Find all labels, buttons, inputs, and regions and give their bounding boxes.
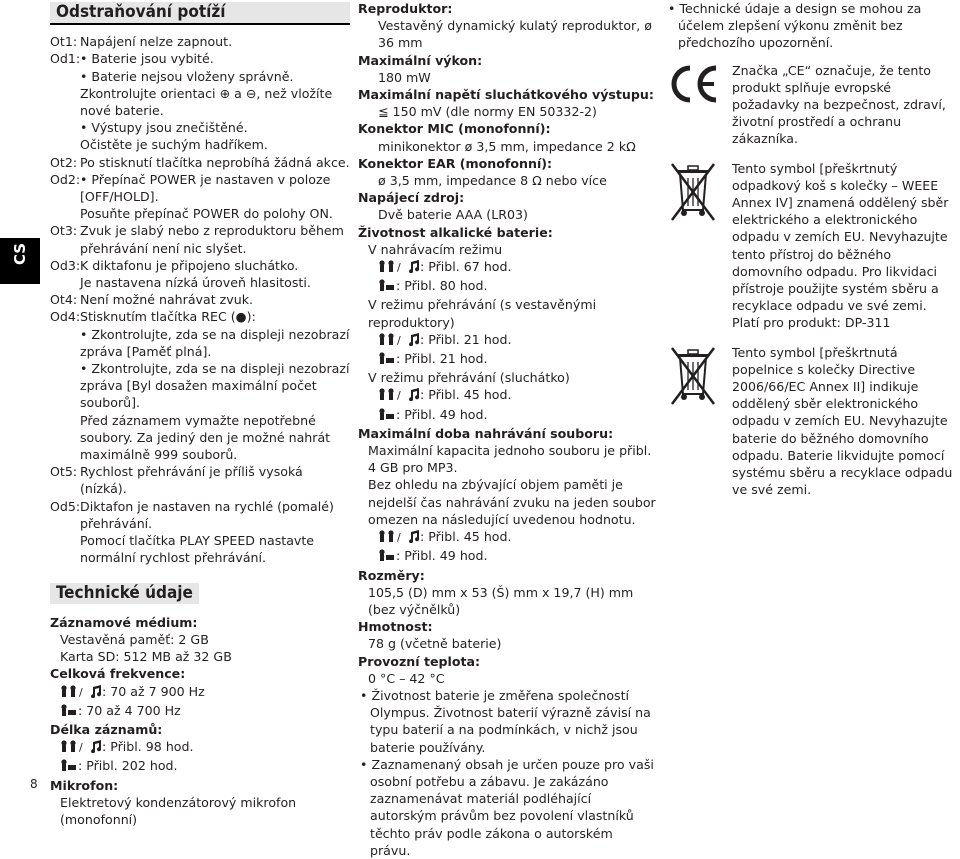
page-number: 8 xyxy=(30,777,38,791)
troubleshooting-row xyxy=(50,154,350,171)
mode-conf-icon xyxy=(378,408,396,425)
weee-block xyxy=(666,160,960,332)
design-change-note: • Technické údaje a design se mohou za účelem zlepšení výkonu změnit bez předchozího upozornění. xyxy=(668,1,922,51)
media-internal: Vestavěná paměť: 2 GB xyxy=(60,631,209,647)
troubleshooting-text: Před záznamem vymažte nepotřebné soubory. Za jediný den je možné nahrát maximálně 999 souborů. xyxy=(80,412,331,463)
note-bullet-1-text: Životnost baterie je změřena společností Olympus. Životnost baterií výrazně závisí na typu baterií a na podmínkách, v nichž jsou baterie používány. xyxy=(370,687,651,755)
troubleshooting-label: Od3: xyxy=(50,257,81,273)
mic-jack-heading: Konektor MIC (monofonní): xyxy=(358,121,551,137)
ce-block xyxy=(666,62,960,148)
speaker-text: Vestavěný dynamický kulatý reproduktor, ø 36 mm xyxy=(378,18,652,51)
mode-st-icon xyxy=(60,740,90,757)
svg-text:/: / xyxy=(397,531,401,544)
language-code: CS xyxy=(11,242,29,266)
weee-bin-icon xyxy=(666,160,720,226)
bat-rec-row-2 xyxy=(358,277,656,296)
troubleshooting-text: Zkontrolujte orientaci ⊕ a ⊖, než vložíte nové baterie. xyxy=(80,85,333,119)
troubleshooting-text: • Baterie jsou vybité. xyxy=(80,51,214,67)
dims-text: 105,5 (D) mm x 53 (Š) mm x 19,7 (H) mm (bez výčnělků) xyxy=(368,584,634,617)
mode-conf-icon xyxy=(378,352,396,369)
freq-row-1 xyxy=(50,683,350,702)
rec-value-1: : Přibl. 98 hod. xyxy=(102,739,194,755)
troubleshooting-text: Napájení nelze zapnout. xyxy=(80,34,233,50)
troubleshooting-text: Očistěte je suchým hadříkem. xyxy=(80,137,268,153)
music-note-icon xyxy=(408,260,420,277)
mode-conf-icon xyxy=(60,759,78,776)
troubleshooting-text: Posuňte přepínač POWER do polohy ON. xyxy=(80,206,333,222)
mode-st-icon xyxy=(378,530,408,547)
bat-rec-value-1: : Přibl. 67 hod. xyxy=(420,259,512,275)
troubleshooting-heading: Odstraňování potíží xyxy=(50,2,350,25)
speaker-heading: Reproduktor: xyxy=(358,1,453,16)
weee-model: Platí pro produkt: DP-311 xyxy=(732,315,891,331)
troubleshooting-row xyxy=(50,532,350,566)
bat-spk-row-1 xyxy=(358,331,656,350)
troubleshooting-label xyxy=(50,532,80,566)
troubleshooting-text: Po stisknutí tlačítka neprobíhá žádná akce. xyxy=(80,154,350,170)
mode-conf-icon xyxy=(378,279,396,296)
bat-ear-row-1 xyxy=(358,386,656,405)
troubleshooting-row xyxy=(50,33,350,50)
note-bullet-2: • Zaznamenaný obsah je určen pouze pro vaši osobní potřebu a zábavu. Je zakázáno zaznamenávat materiál podléhající autorským právům bez povolení vlastníků těchto práv podle zákona o autorském právu. xyxy=(360,756,654,858)
maxvolt-heading: Maximální napětí sluchátkového výstupu: xyxy=(358,87,654,103)
rec-heading: Délka záznamů: xyxy=(50,721,163,737)
mode-conf-icon xyxy=(378,549,396,566)
troubleshooting-row xyxy=(50,257,350,274)
freq-row-2 xyxy=(50,702,350,721)
troubleshooting-row xyxy=(50,68,350,85)
troubleshooting-label xyxy=(50,326,80,360)
rec-value-2: : Přibl. 202 hod. xyxy=(78,758,178,774)
battery-disposal-block xyxy=(666,344,960,499)
column-3 xyxy=(666,0,960,510)
troubleshooting-label: Ot5: xyxy=(50,464,78,480)
troubleshooting-label xyxy=(50,68,80,85)
ce-text: Značka „CE“ označuje, že tento produkt splňuje evropské požadavky na bezpečnost, zdraví, životní prostředí a ochranu zákazníka. xyxy=(732,62,946,147)
troubleshooting-label: Ot3: xyxy=(50,223,78,239)
language-tab xyxy=(0,238,40,284)
troubleshooting-label: Ot4: xyxy=(50,292,78,308)
maxfile-heading: Maximální doba nahrávání souboru: xyxy=(358,425,614,441)
weight-text: 78 g (včetně baterie) xyxy=(368,636,502,652)
maxvolt-text: ≦ 150 mV (dle normy EN 50332-2) xyxy=(378,104,597,120)
maxfile-text-2: Bez ohledu na zbývající objem paměti je nejdelší čas nahrávání zvuku na jeden soubor omezen na následující uvedenou hodnotu. xyxy=(368,477,656,527)
bat-spk-label: V režimu přehrávání (s vestavěnými reproduktory) xyxy=(368,297,597,330)
troubleshooting-text: Stisknutím tlačítka REC (●): xyxy=(80,309,256,325)
music-note-icon xyxy=(90,685,102,702)
design-change-text: Technické údaje a design se mohou za účelem zlepšení výkonu změnit bez předchozího upozornění. xyxy=(678,1,922,51)
column-2 xyxy=(358,0,656,859)
battery-disposal-text: Tento symbol [přeškrtnutá popelnice s kolečky Directive 2006/66/EC Annex II] indikuje oddělený sběr elektronického odpadu v zemích EU. Nevyhazujte baterie do běžného domovního odpadu. Baterie likvidujte pomocí systému sběru a recyklace odpadu ve své zemi. xyxy=(732,344,953,498)
troubleshooting-text: • Zkontrolujte, zda se na displeji nezobrazí zpráva [Paměť plná]. xyxy=(80,326,350,359)
troubleshooting-row xyxy=(50,291,350,308)
troubleshooting-row xyxy=(50,326,350,360)
music-note-icon xyxy=(90,740,102,757)
mode-st-icon xyxy=(60,685,90,702)
troubleshooting-row xyxy=(50,412,350,464)
troubleshooting-row xyxy=(50,222,350,256)
troubleshooting-row xyxy=(50,308,350,325)
maxpow-text: 180 mW xyxy=(378,69,431,85)
weight-heading: Hmotnost: xyxy=(358,619,433,635)
mic-text: Elektretový kondenzátorový mikrofon (monofonní) xyxy=(60,794,297,827)
troubleshooting-text: Rychlost přehrávání je příliš vysoká (nízká). xyxy=(80,464,303,497)
mode-conf-icon xyxy=(60,704,78,721)
troubleshooting-row xyxy=(50,205,350,222)
troubleshooting-label xyxy=(50,274,80,291)
power-text: Dvě baterie AAA (LR03) xyxy=(378,207,528,223)
troubleshooting-row xyxy=(50,50,350,67)
music-note-icon xyxy=(408,530,420,547)
maxpow-heading: Maximální výkon: xyxy=(358,52,483,68)
specs-heading: Technické údaje xyxy=(50,583,199,604)
dims-heading: Rozměry: xyxy=(358,567,425,583)
svg-text:/: / xyxy=(79,685,83,698)
troubleshooting-label: Od5: xyxy=(50,498,81,514)
troubleshooting-text: Je nastavena nízká úroveň hlasitosti. xyxy=(80,275,311,291)
temp-heading: Provozní teplota: xyxy=(358,653,481,669)
ce-mark-icon xyxy=(666,62,722,106)
troubleshooting-label: Ot1: xyxy=(50,34,78,50)
ear-jack-text: ø 3,5 mm, impedance 8 Ω nebo více xyxy=(378,173,607,189)
maxfile-text-1: Maximální kapacita jednoho souboru je přibl. 4 GB pro MP3. xyxy=(368,443,652,476)
ear-jack-heading: Konektor EAR (monofonní): xyxy=(358,155,553,171)
battery-bin-icon xyxy=(666,344,720,410)
bat-rec-value-2: : Přibl. 80 hod. xyxy=(396,278,488,294)
maxfile-value-2: : Přibl. 49 hod. xyxy=(396,548,488,564)
note-bullet-2-text: Zaznamenaný obsah je určen pouze pro vaši osobní potřebu a zábavu. Je zakázáno zaznamenávat materiál podléhající autorským právům bez povolení vlastníků těchto práv podle zákona o autorském právu. xyxy=(370,756,654,858)
maxfile-row-2 xyxy=(358,547,656,566)
mode-st-icon xyxy=(378,388,408,405)
troubleshooting-label xyxy=(50,360,80,412)
troubleshooting-label: Od2: xyxy=(50,171,81,187)
mic-jack-text: minikonektor ø 3,5 mm, impedance 2 kΩ xyxy=(378,138,636,154)
troubleshooting-label: Ot2: xyxy=(50,154,78,170)
maxfile-row-1 xyxy=(358,528,656,547)
troubleshooting-row xyxy=(50,360,350,412)
troubleshooting-row xyxy=(50,274,350,291)
mic-heading: Mikrofon: xyxy=(50,777,119,793)
svg-text:/: / xyxy=(397,389,401,402)
bat-ear-value-2: : Přibl. 49 hod. xyxy=(396,406,488,422)
bat-spk-value-2: : Přibl. 21 hod. xyxy=(396,351,488,367)
troubleshooting-text: Diktafon je nastaven na rychlé (pomalé) přehrávání. xyxy=(80,498,334,531)
troubleshooting-label xyxy=(50,205,80,222)
bat-spk-row-2 xyxy=(358,350,656,369)
troubleshooting-label xyxy=(50,119,80,136)
freq-value-1: : 70 až 7 900 Hz xyxy=(102,683,205,699)
rec-row-1 xyxy=(50,738,350,757)
freq-heading: Celková frekvence: xyxy=(50,666,186,682)
troubleshooting-text: • Přepínač POWER je nastaven v poloze [OFF/HOLD]. xyxy=(80,171,331,205)
troubleshooting-list xyxy=(50,33,350,566)
freq-value-2: : 70 až 4 700 Hz xyxy=(78,702,181,718)
media-heading: Záznamové médium: xyxy=(50,614,198,630)
troubleshooting-label: Od4: xyxy=(50,309,81,325)
troubleshooting-label xyxy=(50,412,80,464)
battery-heading: Životnost alkalické baterie: xyxy=(358,224,553,240)
rec-row-2 xyxy=(50,757,350,776)
note-bullet-1: • Životnost baterie je změřena společností Olympus. Životnost baterií výrazně závisí na typu baterií a na podmínkách, v nichž jsou baterie používány. xyxy=(360,687,651,755)
troubleshooting-text: K diktafonu je připojeno sluchátko. xyxy=(80,257,299,273)
troubleshooting-label xyxy=(50,136,80,153)
troubleshooting-label: Od1: xyxy=(50,51,81,67)
troubleshooting-text: • Baterie nejsou vloženy správně. xyxy=(80,68,294,84)
media-sd: Karta SD: 512 MB až 32 GB xyxy=(60,649,232,665)
temp-text: 0 °C – 42 °C xyxy=(368,670,445,686)
mode-st-icon xyxy=(378,260,408,277)
troubleshooting-row xyxy=(50,463,350,497)
bat-rec-label: V nahrávacím režimu xyxy=(368,241,503,257)
troubleshooting-row xyxy=(50,136,350,153)
maxfile-value-1: : Přibl. 45 hod. xyxy=(420,529,512,545)
troubleshooting-row xyxy=(50,85,350,119)
troubleshooting-text: • Výstupy jsou znečištěné. xyxy=(80,120,248,136)
music-note-icon xyxy=(408,333,420,350)
svg-text:/: / xyxy=(397,333,401,346)
bat-rec-row-1 xyxy=(358,258,656,277)
troubleshooting-row xyxy=(50,119,350,136)
mode-st-icon xyxy=(378,333,408,350)
bat-ear-label: V režimu přehrávání (sluchátko) xyxy=(368,370,570,386)
bat-spk-value-1: : Přibl. 21 hod. xyxy=(420,331,512,347)
troubleshooting-row xyxy=(50,498,350,532)
svg-text:/: / xyxy=(79,741,83,754)
troubleshooting-text: Není možné nahrávat zvuk. xyxy=(80,292,253,308)
music-note-icon xyxy=(408,388,420,405)
troubleshooting-label xyxy=(50,85,80,119)
troubleshooting-text: Zvuk je slabý nebo z reproduktoru během přehrávání není nic slyšet. xyxy=(80,223,344,256)
troubleshooting-text: • Zkontrolujte, zda se na displeji nezobrazí zpráva [Byl dosažen maximální počet souborů]. xyxy=(80,361,350,411)
power-heading: Napájecí zdroj: xyxy=(358,190,465,206)
troubleshooting-text: Pomocí tlačítka PLAY SPEED nastavte normální rychlost přehrávání. xyxy=(80,533,315,566)
column-1 xyxy=(50,0,350,828)
svg-text:/: / xyxy=(397,261,401,274)
troubleshooting-row xyxy=(50,171,350,205)
bat-ear-value-1: : Přibl. 45 hod. xyxy=(420,387,512,403)
bat-ear-row-2 xyxy=(358,406,656,425)
weee-text: Tento symbol [přeškrtnutý odpadkový koš s kolečky – WEEE Annex IV] znamená oddělený sběr elektrického a elektronického odpadu v zemích EU. Nevyhazujte tento přístroj do běžného domovního odpadu. Pro likvidaci přístroje použijte systém sběru a recyklace odpadu ve své zemi. xyxy=(732,160,949,314)
